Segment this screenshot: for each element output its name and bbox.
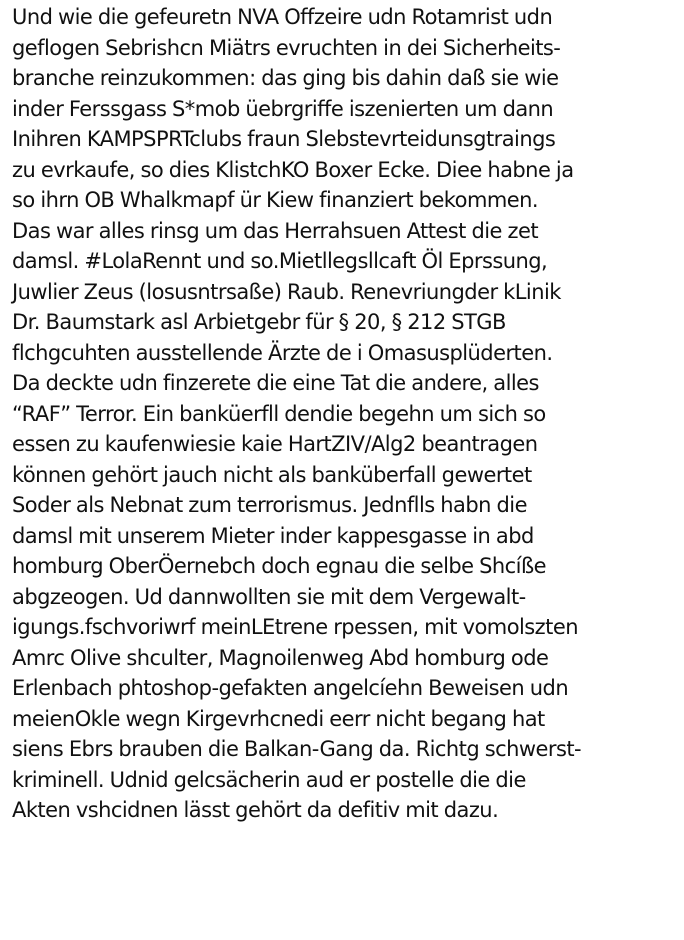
- text-line: Und wie die gefeuretn NVA Offzeire udn Rotamrist udn: [12, 5, 553, 29]
- text-line: zu evrkaufe, so dies KlistchKO Boxer Ecke. Diee habne ja: [12, 157, 574, 182]
- text-line: branche reinzukommen: das ging bis dahin daß sie wie: [12, 66, 559, 90]
- text-line: Soder als Nebnat zum terrorismus. Jednflls habn die: [12, 493, 527, 517]
- text-line: siens Ebrs brauben die Balkan-Gang da. Richtg schwerst-: [12, 737, 582, 761]
- text-line: homburg OberÖernebch doch egnau die selbe Shcíße: [12, 554, 547, 578]
- text-line: Inihren KAMPSPRTclubs fraun Slebstevrteidunsgtraings: [12, 127, 556, 151]
- body-text: [12, 2, 680, 826]
- text-line: Juwlier Zeus (losusntrsaße) Raub. Renevriungder kLinik: [12, 279, 561, 304]
- text-line: flchgcuhten ausstellende Ärzte de i Omasusplüderten.: [12, 340, 553, 365]
- text-line: Da deckte udn finzerete die eine Tat die andere, alles: [12, 371, 539, 395]
- text-line: essen zu kaufenwiesie kaie HartZIV/Alg2 beantragen: [12, 432, 538, 456]
- text-line: Akten vshcidnen lässt gehört da defitiv mit dazu.: [12, 798, 499, 822]
- text-line: Dr. Baumstark asl Arbietgebr für § 20, § 212 STGB: [12, 310, 506, 334]
- text-line: Das war alles rinsg um das Herrahsuen Attest die zet: [12, 218, 539, 243]
- text-line: damsl. #LolaRennt und so.Mietllegsllcaft Öl Eprssung,: [12, 249, 548, 273]
- text-line: igungs.fschvoriwrf meinLEtrene rpessen, mit vomolszten: [12, 615, 578, 639]
- text-line: kriminell. Udnid gelcsächerin aud er postelle die die: [12, 767, 526, 792]
- text-line: so ihrn OB Whalkmapf ür Kiew finanziert bekommen.: [12, 188, 539, 212]
- text-line: können gehört jauch nicht als banküberfall gewertet: [12, 462, 532, 487]
- text-line: “RAF” Terror. Ein banküerfll dendie begehn um sich so: [12, 401, 546, 426]
- text-line: Amrc Olive shculter, Magnoilenweg Abd homburg ode: [12, 645, 549, 670]
- text-line: inder Ferssgass S*mob üebrgriffe iszenierten um dann: [12, 96, 554, 121]
- text-line: Erlenbach phtoshop-gefakten angelcíehn Beweisen udn: [12, 676, 569, 700]
- text-line: geflogen Sebrishcn Miätrs evruchten in dei Sicherheits-: [12, 35, 561, 60]
- text-line: abgzeogen. Ud dannwollten sie mit dem Vergewalt-: [12, 584, 526, 609]
- text-line: meienOkle wegn Kirgevrhcnedi eerr nicht begang hat: [12, 706, 545, 731]
- text-line: damsl mit unserem Mieter inder kappesgasse in abd: [12, 523, 534, 548]
